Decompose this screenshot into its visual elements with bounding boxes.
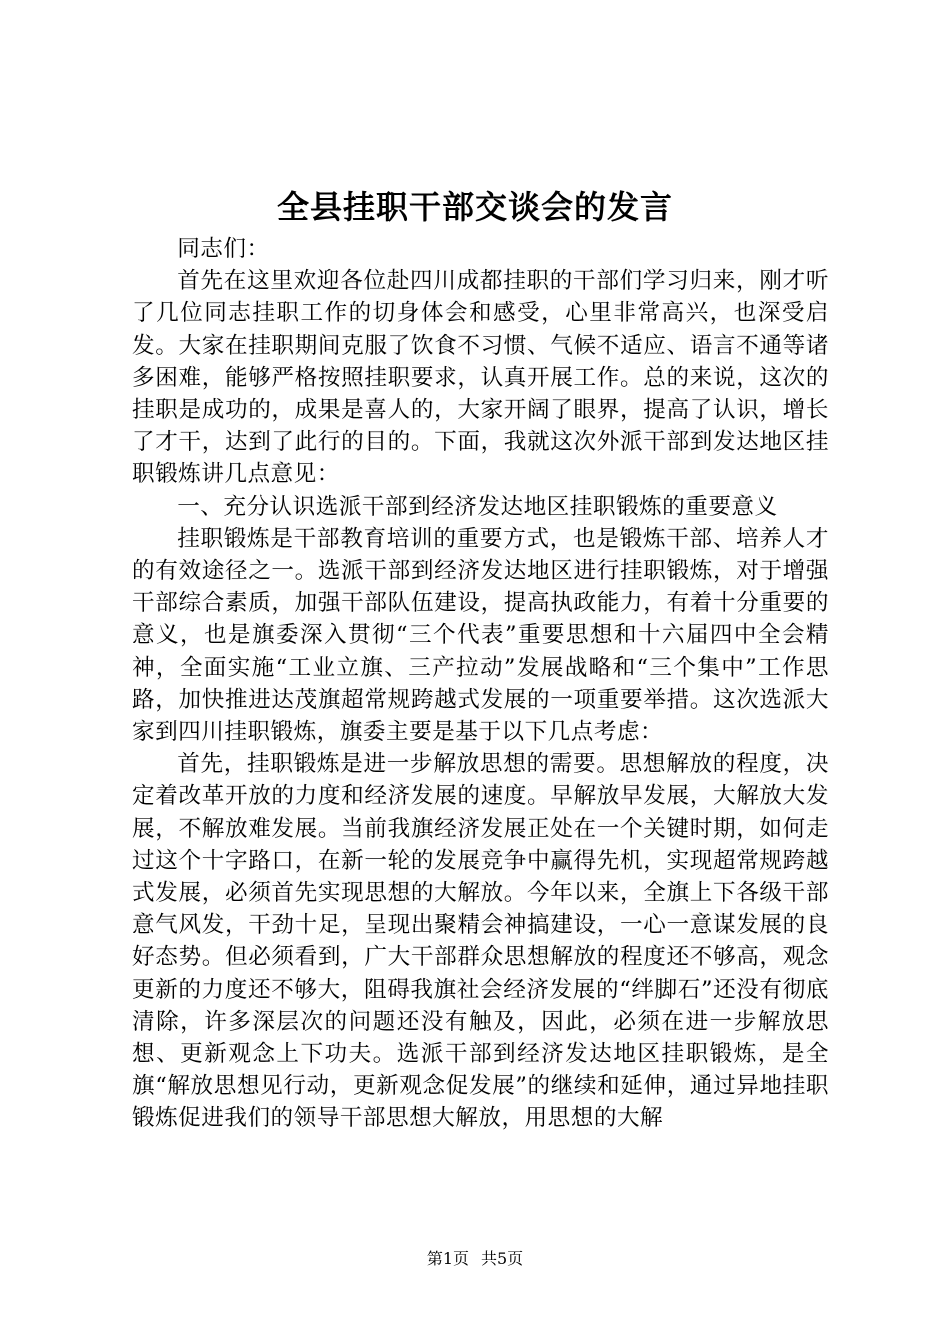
section-heading: 一、充分认识选派干部到经济发达地区挂职锻炼的重要意义 (177, 493, 778, 520)
page-number: 第1页 (426, 1249, 469, 1268)
page-total: 共5页 (481, 1249, 524, 1268)
body-paragraph: 首先，挂职锻炼是进一步解放思想的需要。思想解放的程度，决定着改革开放的力度和经济发展的速度。早解放早发展，大解放大发展，不解放难发展。当前我旗经济发展正处在一个关键时期，如何走过这个十字路口，在新一轮的发展竞争中赢得先机，实现超常规跨越式发展，必须首先实现思想的大解放。今年以来，全旗上下各级干部意气风发，干劲十足，呈现出聚精会神搞建设，一心一意谋发展的良好态势。但必须看到，广大干部群众思想解放的程度还不够高，观念更新的力度还不够大，阻碍我旗社会经济发展的“绊脚石”还没有彻底清除，许多深层次的问题还没有触及，因此，必须在进一步解放思想、更新观念上下功夫。选派干部到经济发达地区挂职锻炼，是全旗“解放思想见行动，更新观念促发展”的继续和延伸，通过异地挂职锻炼促进我们的领导干部思想大解放，用思想的大解 (132, 751, 829, 1132)
document-body (132, 233, 829, 1135)
page-footer (0, 1248, 950, 1270)
salutation-paragraph: 同志们： (177, 236, 270, 262)
body-paragraph: 挂职锻炼是干部教育培训的重要方式，也是锻炼干部、培养人才的有效途径之一。选派干部到经济发达地区进行挂职锻炼，对于增强干部综合素质，加强干部队伍建设，提高执政能力，有着十分重要的意义，也是旗委深入贯彻“三个代表”重要思想和十六届四中全会精神，全面实施“工业立旗、三产拉动”发展战略和“三个集中”工作思路，加快推进达茂旗超常规跨越式发展的一项重要举措。这次选派大家到四川挂职锻炼，旗委主要是基于以下几点考虑： (132, 525, 829, 746)
document-title: 全县挂职干部交谈会的发言 (276, 188, 673, 226)
opening-paragraph: 首先在这里欢迎各位赴四川成都挂职的干部们学习归来，刚才听了几位同志挂职工作的切身体会和感受，心里非常高兴，也深受启发。大家在挂职期间克服了饮食不习惯、气候不适应、语言不通等诸多困难，能够严格按照挂职要求，认真开展工作。总的来说，这次的挂职是成功的，成果是喜人的，大家开阔了眼界，提高了认识，增长了才干，达到了此行的目的。下面，我就这次外派干部到发达地区挂职锻炼讲几点意见： (132, 268, 829, 488)
